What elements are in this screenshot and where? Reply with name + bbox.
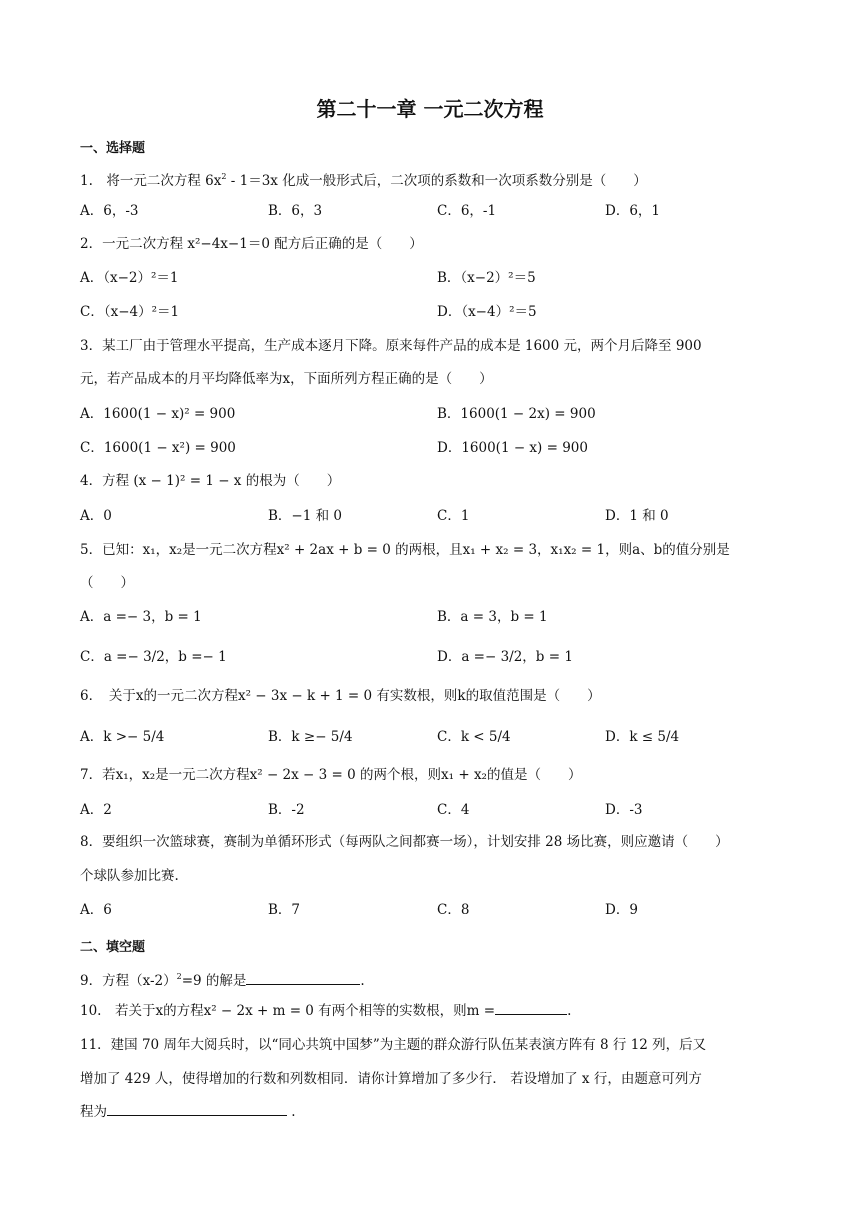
question-10-answer-blank[interactable]: [495, 1002, 567, 1015]
question-10-text: 10. 若关于x的方程x² − 2x + m = 0 有两个相等的实数根，则m =: [80, 1003, 496, 1019]
q8-option-a[interactable]: A．6: [80, 902, 112, 918]
q1-option-a[interactable]: A．6，-3: [80, 203, 139, 219]
question-5-line-1: 5．已知：x₁，x₂是一元二次方程x² + 2ax + b = 0 的两根，且x₁ + x₂ = 3，x₁x₂ = 1，则a、b的值分别是: [80, 542, 730, 558]
question-11-line-3: [80, 1102, 780, 1122]
page-title: 第二十一章 一元二次方程: [316, 97, 544, 121]
question-11-line-2: 增加了 429 人，使得增加的行数和列数相同．请你计算增加了多少行． 若设增加了 x 行，由题意可列方: [80, 1071, 702, 1087]
question-2-options-row2: [80, 301, 780, 323]
question-3-line-2: 元，若产品成本的月平均降低率为x，下面所列方程正确的是（ ）: [80, 371, 493, 387]
question-10: [80, 1001, 780, 1021]
question-5-options-row2: [80, 646, 780, 668]
question-9: [80, 967, 780, 991]
question-1-options: [80, 200, 780, 222]
q6-option-a[interactable]: A．k >− 5/4: [80, 729, 165, 745]
question-1-text-end: - 1＝3x 化成一般形式后，二次项的系数和一次项系数分别是（ ）: [226, 173, 647, 189]
q7-option-c[interactable]: C．4: [437, 802, 470, 818]
q6-option-b[interactable]: B．k ≥− 5/4: [268, 729, 353, 745]
q8-option-c[interactable]: C．8: [437, 902, 470, 918]
q3-option-a[interactable]: A．1600(1 − x)² = 900: [80, 406, 236, 422]
question-9-text-start: 9．方程（x-2）: [80, 973, 177, 989]
q5-option-c[interactable]: C．a =− 3/2，b =− 1: [80, 649, 227, 665]
q2-option-a[interactable]: A．（x−2）²＝1: [80, 270, 179, 286]
q8-option-d[interactable]: D．9: [605, 902, 638, 918]
q4-option-b[interactable]: B．−1 和 0: [268, 508, 342, 524]
q2-option-c[interactable]: C．（x−4）²＝1: [80, 304, 180, 320]
question-1: [80, 167, 780, 191]
q2-option-d[interactable]: D．（x−4）²＝5: [437, 304, 537, 320]
q2-option-b[interactable]: B．（x−2）²＝5: [437, 270, 536, 286]
q3-option-d[interactable]: D．1600(1 − x) = 900: [437, 440, 588, 456]
q4-option-c[interactable]: C．1: [437, 508, 470, 524]
question-9-text-mid: =9 的解是: [181, 973, 247, 989]
section-choice-heading: 一、选择题: [80, 141, 146, 156]
q3-option-c[interactable]: C．1600(1 − x²) = 900: [80, 440, 236, 456]
q5-option-a[interactable]: A．a =− 3，b = 1: [80, 609, 202, 625]
question-8-line-1: 8．要组织一次篮球赛，赛制为单循环形式（每两队之间都赛一场），计划安排 28 场比赛，则应邀请（ ）: [80, 834, 729, 850]
q6-option-c[interactable]: C．k < 5/4: [437, 729, 511, 745]
q4-option-d[interactable]: D．1 和 0: [605, 508, 669, 524]
question-5-options-row1: [80, 606, 780, 628]
q1-option-b[interactable]: B．6，3: [268, 203, 323, 219]
question-1-exponent: 2: [221, 172, 227, 181]
question-2-options-row1: [80, 267, 780, 289]
question-5-line-2: （ ）: [80, 575, 134, 591]
question-8-options: [80, 899, 780, 921]
q5-option-d[interactable]: D．a =− 3/2，b = 1: [437, 649, 573, 665]
question-7: 7．若x₁，x₂是一元二次方程x² − 2x − 3 = 0 的两个根，则x₁ + x₂的值是（ ）: [80, 767, 582, 783]
question-6-options: [80, 726, 780, 748]
question-9-answer-blank[interactable]: [246, 972, 360, 985]
question-8-line-2: 个球队参加比赛.: [80, 868, 179, 884]
q4-option-a[interactable]: A．0: [80, 508, 112, 524]
question-3-options-row2: [80, 437, 780, 459]
q8-option-b[interactable]: B．7: [268, 902, 301, 918]
q1-option-c[interactable]: C．6，-1: [437, 203, 497, 219]
question-9-text-end: .: [360, 973, 365, 989]
question-11-line-1: 11．建国 70 周年大阅兵时，以“同心共筑中国梦”为主题的群众游行队伍某表演方阵有 8 行 12 列，后又: [80, 1037, 707, 1053]
question-10-text-end: .: [567, 1003, 572, 1019]
question-11-line-3-text: 程为: [80, 1104, 107, 1120]
q5-option-b[interactable]: B．a = 3，b = 1: [437, 609, 548, 625]
question-11-line-3-end: .: [287, 1104, 296, 1120]
question-6: 6． 关于x的一元二次方程x² − 3x − k + 1 = 0 有实数根，则k的取值范围是（ ）: [80, 688, 601, 704]
question-2: 2．一元二次方程 x²−4x−1＝0 配方后正确的是（ ）: [80, 236, 423, 252]
question-11-answer-blank[interactable]: [107, 1103, 287, 1116]
question-4-options: [80, 505, 780, 527]
q7-option-a[interactable]: A．2: [80, 802, 112, 818]
question-4: 4．方程 (x − 1)² = 1 − x 的根为（ ）: [80, 473, 341, 489]
question-3-options-row1: [80, 403, 780, 425]
question-7-options: [80, 799, 780, 821]
q7-option-b[interactable]: B．-2: [268, 802, 305, 818]
section-fill-heading: 二、填空题: [80, 940, 146, 955]
question-1-text-start: 1. 将一元二次方程 6x: [80, 173, 222, 189]
q7-option-d[interactable]: D．-3: [605, 802, 643, 818]
q1-option-d[interactable]: D．6，1: [605, 203, 661, 219]
question-3-line-1: 3．某工厂由于管理水平提高，生产成本逐月下降。原来每件产品的成本是 1600 元，两个月后降至 900: [80, 338, 702, 354]
question-9-exponent: 2: [176, 972, 182, 981]
q6-option-d[interactable]: D．k ≤ 5/4: [605, 729, 680, 745]
q3-option-b[interactable]: B．1600(1 − 2x) = 900: [437, 406, 596, 422]
